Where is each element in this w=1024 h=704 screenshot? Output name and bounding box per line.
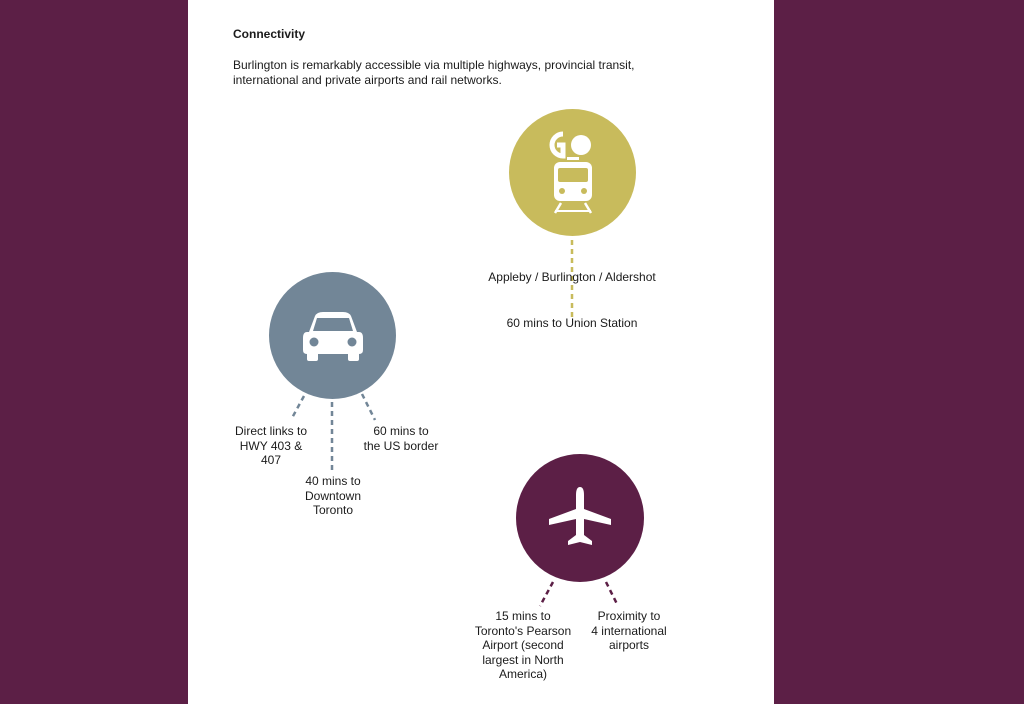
car-icon — [301, 310, 365, 362]
air-pearson-label: 15 mins to Toronto's Pearson Airport (second largest in North America) — [474, 609, 572, 682]
section-title: Connectivity — [233, 27, 306, 41]
car-border-label: 60 mins to the US border — [363, 424, 439, 453]
rail-circle — [509, 109, 636, 236]
airplane-icon — [547, 485, 613, 551]
car-connector-left — [292, 396, 304, 418]
document-page — [188, 0, 774, 704]
car-links-label: Direct links to HWY 403 & 407 — [234, 424, 308, 468]
air-connector-left — [540, 582, 553, 606]
air-proximity-label: Proximity to 4 international airports — [591, 609, 667, 653]
car-circle — [269, 272, 396, 399]
car-downtown-label: 40 mins to Downtown Toronto — [304, 474, 362, 518]
go-train-icon — [543, 131, 603, 215]
air-connector-right — [606, 582, 618, 606]
rail-stations-label: Appleby / Burlington / Aldershot — [488, 270, 656, 284]
rail-time-label: 60 mins to Union Station — [506, 316, 638, 330]
air-circle — [516, 454, 644, 582]
section-intro: Burlington is remarkably accessible via multiple highways, provincial transit, international and private airports and rail networks. — [233, 58, 635, 87]
car-connector-right — [362, 394, 375, 420]
